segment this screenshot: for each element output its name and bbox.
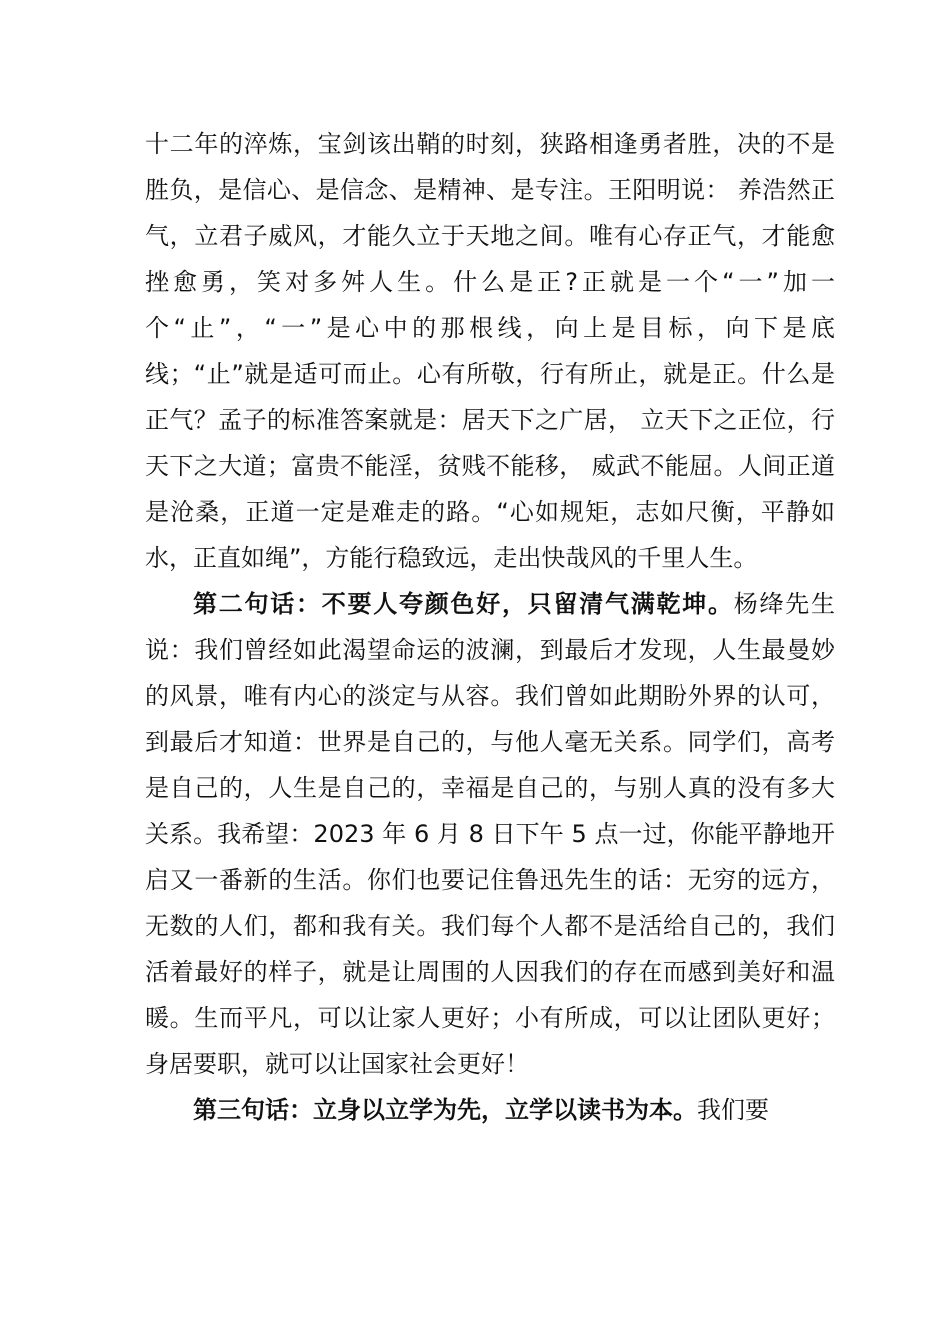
paragraph-2 (145, 581, 835, 1087)
paragraph-3-text: 我们要 (697, 1096, 769, 1124)
paragraph-1-text: 十二年的淬炼，宝剑该出鞘的时刻，狭路相逢勇者胜，决的不是胜负，是信心、是信念、是精神、是专注。王阳明说： 养浩然正气，立君子威风，才能久立于天地之间。唯有心存正气，才能愈挫愈勇，笑对多舛人生。什么是正?正就是一个“一”加一个“止”，“一”是心中的那根线，向上是目标，向下是底线；“止”就是适可而止。心有所敬，行有所止，就是正。什么是正气？孟子的标准答案就是：居天下之广居， 立天下之正位，行天下之大道；富贵不能淫，贫贱不能移， 威武不能屈。人间正道是沧桑，正道一定是难走的路。“心如规矩，志如尺衡，平静如水，正直如绳”，方能行稳致远，走出快哉风的千里人生。 (145, 130, 835, 572)
paragraph-3 (145, 1087, 835, 1133)
paragraph-3-heading: 第三句话：立身以立学为先，立学以读书为本。 (193, 1096, 697, 1124)
paragraph-2-heading: 第二句话：不要人夸颜色好，只留清气满乾坤。 (193, 590, 734, 618)
paragraph-1 (145, 121, 835, 581)
document-body (145, 121, 835, 1133)
paragraph-2-text: 杨绛先生说：我们曾经如此渴望命运的波澜，到最后才发现，人生最曼妙的风景，唯有内心的淡定与从容。我们曾如此期盼外界的认可，到最后才知道：世界是自己的，与他人毫无关系。同学们，高考是自己的，人生是自己的，幸福是自己的，与别人真的没有多大关系。我希望：2023 年 6 月 8 日下午 5 点一过，你能平静地开启又一番新的生活。你们也要记住鲁迅先生的话：无穷的远方，无数的人们，都和我有关。我们每个人都不是活给自己的，我们活着最好的样子，就是让周围的人因我们的存在而感到美好和温暖。生而平凡，可以让家人更好；小有所成，可以让团队更好；身居要职，就可以让国家社会更好！ (145, 590, 835, 1078)
